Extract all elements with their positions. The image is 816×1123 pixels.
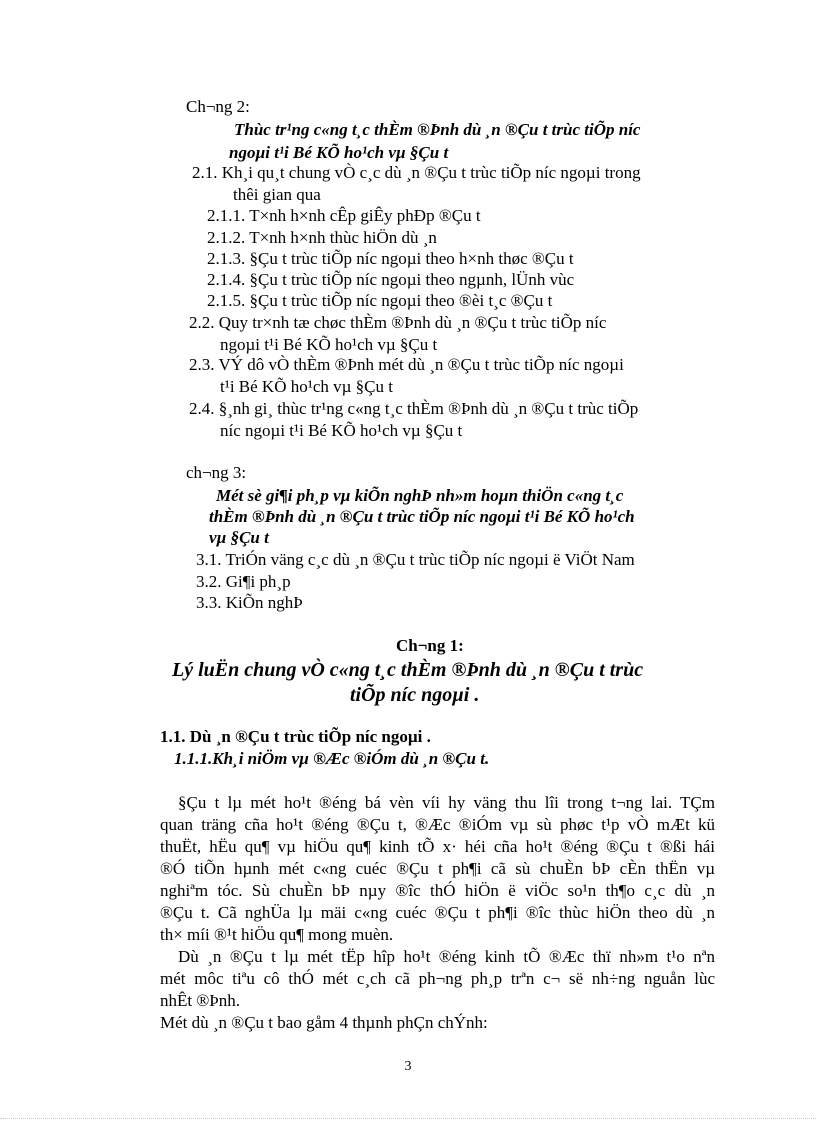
toc-item-2-2-cont: ngoµi t¹i Bé KÕ ho¹ch vµ §Çu t — [220, 335, 438, 354]
paragraph-1-line-2: quan träng cña ho¹t ®éng ®Çu t, ®Æc ®iÓm vµ sù phøc t¹p vÒ mÆt kü — [160, 815, 715, 834]
paragraph-1-line-7: th× míi ®¹t hiÖu qu¶ mong muèn. — [160, 925, 394, 944]
chapter-2-heading: Ch¬ng 2: — [186, 97, 250, 116]
page-number: 3 — [404, 1059, 412, 1074]
paragraph-1-line-4: ®Ó tiÕn hµnh mét c«ng cuéc ®Çu t ph¶i cã sù chuÈn bÞ cÈn thËn vµ — [160, 859, 715, 878]
paragraph-3: Mét dù ¸n ®Çu t bao gåm 4 thµnh phÇn chÝnh: — [160, 1013, 488, 1032]
paragraph-1-line-5: nghiªm tóc. Sù chuÈn bÞ nµy ®îc thÓ hiÖn ë viÖc so¹n th¶o c¸c dù ¸n — [160, 881, 715, 900]
toc-item-2-1: 2.1. Kh¸i qu¸t chung vÒ c¸c dù ¸n ®Çu t trùc tiÕp níc ngoµi trong — [192, 163, 641, 182]
section-1-1-heading: 1.1. Dù ¸n ®Çu t trùc tiÕp níc ngoµi . — [160, 727, 431, 746]
toc-item-2-3-cont: t¹i Bé KÕ ho¹ch vµ §Çu t — [220, 377, 393, 396]
chapter-1-title-line-2: tiÕp níc ngoµi . — [350, 684, 480, 706]
chapter-3-heading: ch¬ng 3: — [186, 463, 247, 482]
paragraph-2-line-3: nhÊt ®Þnh. — [160, 991, 240, 1010]
toc-item-2-4-cont: níc ngoµi t¹i Bé KÕ ho¹ch vµ §Çu t — [220, 421, 463, 440]
chapter-3-title-line-2: thÈm ®Þnh dù ¸n ®Çu t trùc tiÕp níc ngoµi t¹i Bé KÕ ho¹ch — [209, 507, 635, 526]
toc-item-3-3: 3.3. KiÕn nghÞ — [196, 593, 303, 612]
chapter-2-title-line-1: Thùc tr¹ng c«ng t¸c thÈm ®Þnh dù ¸n ®Çu t trùc tiÕp níc — [234, 120, 641, 139]
section-1-1-1-heading: 1.1.1.Kh¸i niÖm vµ ®Æc ®iÓm dù ¸n ®Çu t. — [174, 749, 490, 768]
toc-item-2-1-5: 2.1.5. §Çu t trùc tiÕp níc ngoµi theo ®èi t¸c ®Çu t — [207, 291, 553, 310]
paragraph-1-line-3: thuËt, hËu qu¶ vµ hiÖu qu¶ kinh tÕ x· héi cña ho¹t ®éng ®Çu t ®ßi hái — [160, 837, 715, 856]
toc-item-2-1-2: 2.1.2. T×nh h×nh thùc hiÖn dù ¸n — [207, 228, 437, 247]
chapter-2-title-line-2: ngoµi t¹i Bé KÕ ho¹ch vµ §Çu t — [229, 143, 449, 162]
toc-item-2-3: 2.3. VÝ dô vÒ thÈm ®Þnh mét dù ¸n ®Çu t trùc tiÕp níc ngoµi — [189, 355, 624, 374]
toc-item-3-1: 3.1. TriÓn väng c¸c dù ¸n ®Çu t trùc tiÕp níc ngoµi ë ViÖt Nam — [196, 550, 635, 569]
toc-item-3-2: 3.2. Gi¶i ph¸p — [196, 572, 291, 591]
chapter-3-title-line-3: vµ §Çu t — [209, 528, 269, 547]
paragraph-1-line-6: ®Çu t. Cã nghÜa lµ mäi c«ng cuéc ®Çu t ph¶i ®îc thùc hiÖn theo dù ¸n — [160, 903, 715, 922]
toc-item-2-2: 2.2. Quy tr×nh tæ chøc thÈm ®Þnh dù ¸n ®Çu t trùc tiÕp níc — [189, 313, 607, 332]
toc-item-2-1-3: 2.1.3. §Çu t trùc tiÕp níc ngoµi theo h×nh thøc ®Çu t — [207, 249, 574, 268]
page-bottom-edge — [0, 1118, 816, 1119]
paragraph-1-line-1: §Çu t lµ mét ho¹t ®éng bá vèn víi hy väng thu lîi trong t¬ng lai. TÇm — [178, 793, 715, 812]
toc-item-2-4: 2.4. §¸nh gi¸ thùc tr¹ng c«ng t¸c thÈm ®Þnh dù ¸n ®Çu t trùc tiÕp — [189, 399, 639, 418]
toc-item-2-1-cont: thêi gian qua — [233, 185, 321, 204]
paragraph-2-line-1: Dù ¸n ®Çu t lµ mét tËp hîp ho¹t ®éng kinh tÕ ®Æc thï nh»m t¹o nªn — [178, 947, 715, 966]
chapter-3-title-line-1: Mét sè gi¶i ph¸p vµ kiÕn nghÞ nh»m hoµn thiÖn c«ng t¸c — [216, 486, 624, 505]
toc-item-2-1-4: 2.1.4. §Çu t trùc tiÕp níc ngoµi theo ngµnh, lÜnh vùc — [207, 270, 575, 289]
chapter-1-heading: Ch¬ng 1: — [396, 636, 464, 655]
chapter-1-title-line-1: Lý luËn chung vÒ c«ng t¸c thÈm ®Þnh dù ¸n ®Çu t trùc — [172, 659, 644, 681]
paragraph-2-line-2: mét môc tiªu cô thÓ mét c¸ch cã ph¬ng ph¸p trªn c¬ së nh÷ng nguån lùc — [160, 969, 715, 988]
toc-item-2-1-1: 2.1.1. T×nh h×nh cÊp giÊy phÐp ®Çu t — [207, 206, 481, 225]
